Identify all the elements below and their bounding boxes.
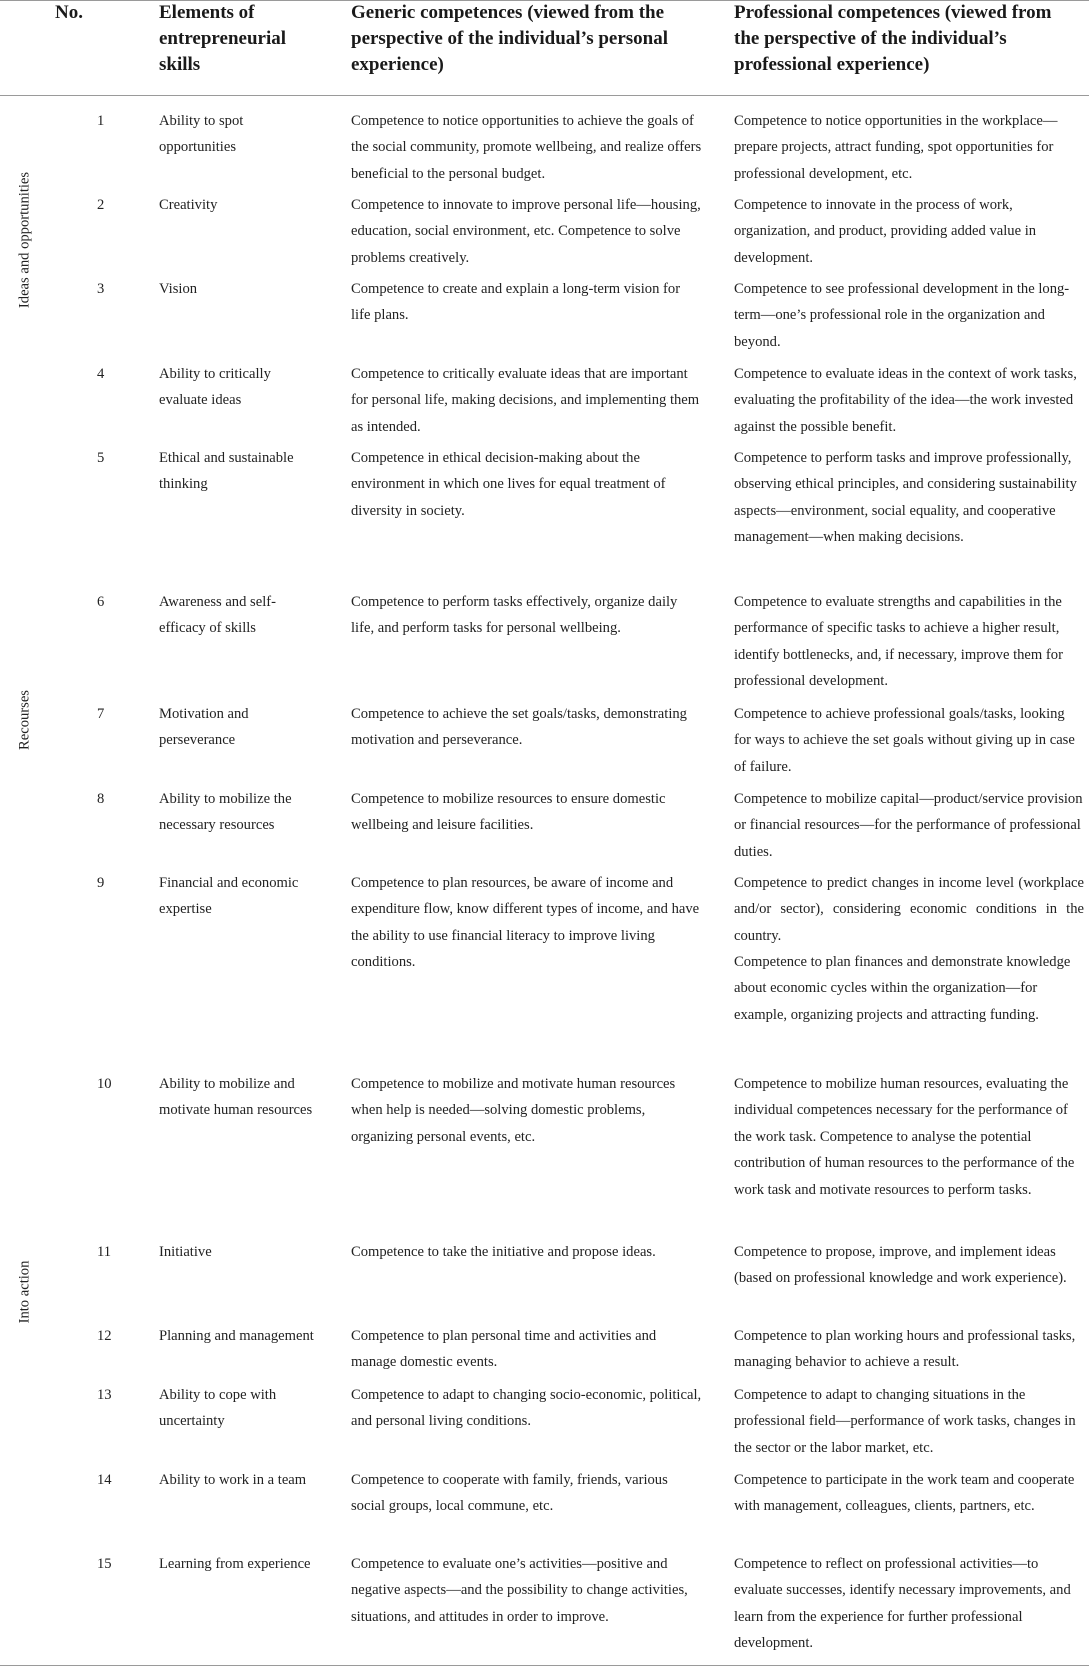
row-number: 12	[97, 1328, 112, 1344]
row-number: 15	[97, 1556, 112, 1572]
row-number: 10	[97, 1076, 112, 1092]
row-professional: Competence to predict changes in income level (workplace and/or sector), considering economic conditions in the country.	[734, 875, 1084, 944]
row-generic: Competence to mobilize resources to ensure domestic wellbeing and leisure facilities.	[351, 791, 666, 834]
row-professional: Competence to reflect on professional activities—to evaluate successes, identify necessary improvements, and learn from the experience for further professional development.	[734, 1556, 1071, 1652]
row-professional: Competence to participate in the work team and cooperate with management, colleagues, clients, partners, etc.	[734, 1472, 1075, 1515]
row-generic: Competence to evaluate one’s activities—positive and negative aspects—and the possibility to change activities, situations, and attitudes in order to improve.	[351, 1556, 688, 1625]
row-element: Learning from experience	[159, 1556, 311, 1572]
row-generic: Competence to cooperate with family, friends, various social groups, local commune, etc.	[351, 1472, 668, 1515]
header-rule	[0, 95, 1089, 96]
group-label-action: Into action	[16, 1260, 33, 1324]
row-generic: Competence to plan personal time and activities and manage domestic events.	[351, 1328, 657, 1371]
row-element: Ability to spot opportunities	[159, 113, 244, 156]
group-label-ideas: Ideas and opportunities	[16, 171, 33, 309]
row-number: 7	[97, 706, 105, 722]
row-generic: Competence to plan resources, be aware of income and expenditure flow, know different types of income, and have the ability to use financial literacy to improve living conditions.	[351, 875, 700, 971]
row-element: Ability to mobilize the necessary resources	[159, 791, 292, 834]
row-element: Financial and economic expertise	[159, 875, 299, 918]
row-professional: Competence to achieve professional goals/tasks, looking for ways to achieve the set goals without giving up in case of failure.	[734, 706, 1075, 775]
row-professional-continued: Competence to plan finances and demonstrate knowledge about economic cycles within the organization—for example, organizing projects and attracting funding.	[734, 954, 1071, 1023]
row-professional: Competence to evaluate ideas in the context of work tasks, evaluating the profitability of the idea—the work invested against the possible benefit.	[734, 366, 1077, 435]
row-generic: Competence to create and explain a long-term vision for life plans.	[351, 281, 681, 324]
row-element: Ethical and sustainable thinking	[159, 450, 294, 493]
header-professional: Professional competences (viewed from the perspective of the individual’s professional experience)	[734, 2, 1052, 75]
row-element: Ability to mobilize and motivate human resources	[159, 1076, 313, 1119]
row-professional: Competence to notice opportunities in the workplace—prepare projects, attract funding, spot opportunities for professional development, etc.	[734, 113, 1058, 182]
row-generic: Competence to adapt to changing socio-economic, political, and personal living conditions.	[351, 1387, 702, 1430]
row-element: Motivation and perseverance	[159, 706, 249, 749]
group-label-resources: Recourses	[16, 690, 33, 750]
row-professional: Competence to innovate in the process of work, organization, and product, providing added value in development.	[734, 197, 1037, 266]
row-professional: Competence to propose, improve, and implement ideas (based on professional knowledge and work experience).	[734, 1244, 1067, 1287]
row-element: Awareness and self-efficacy of skills	[159, 594, 276, 637]
row-generic: Competence to critically evaluate ideas that are important for personal life, making decisions, and implementing them as intended.	[351, 366, 700, 435]
row-professional: Competence to evaluate strengths and capabilities in the performance of specific tasks to achieve a higher result, identify bottlenecks, and, if necessary, improve them for professional development.	[734, 594, 1063, 690]
row-generic: Competence to achieve the set goals/tasks, demonstrating motivation and perseverance.	[351, 706, 687, 749]
row-generic: Competence to take the initiative and propose ideas.	[351, 1244, 656, 1260]
row-professional: Competence to adapt to changing situations in the professional field—performance of work tasks, changes in the sector or the labor market, etc.	[734, 1387, 1076, 1456]
row-professional: Competence to see professional development in the long-term—one’s professional role in the organization and beyond.	[734, 281, 1070, 350]
header-no: No.	[55, 2, 83, 23]
row-number: 14	[97, 1472, 112, 1488]
row-element: Ability to critically evaluate ideas	[159, 366, 271, 409]
row-element: Vision	[159, 281, 198, 297]
bottom-rule	[0, 1665, 1089, 1666]
row-number: 6	[97, 594, 105, 610]
row-number: 13	[97, 1387, 112, 1403]
header-generic: Generic competences (viewed from the perspective of the individual’s personal experience)	[351, 2, 669, 75]
row-professional: Competence to mobilize capital—product/service provision or financial resources—for the performance of professional duties.	[734, 791, 1083, 860]
row-generic: Competence in ethical decision-making about the environment in which one lives for equal treatment of diversity in society.	[351, 450, 666, 519]
row-element: Initiative	[159, 1244, 212, 1260]
row-element: Ability to cope with uncertainty	[159, 1387, 277, 1430]
row-generic: Competence to mobilize and motivate human resources when help is needed—solving domestic problems, organizing personal events, etc.	[351, 1076, 676, 1145]
row-professional: Competence to perform tasks and improve professionally, observing ethical principles, and considering sustainability aspects—environment, social equality, and cooperative management—when making decisions.	[734, 450, 1077, 546]
row-generic: Competence to perform tasks effectively, organize daily life, and perform tasks for personal wellbeing.	[351, 594, 678, 637]
row-number: 5	[97, 450, 105, 466]
row-generic: Competence to innovate to improve personal life—housing, education, social environment, etc. Competence to solve problems creatively.	[351, 197, 701, 266]
row-professional: Competence to mobilize human resources, evaluating the individual competences necessary for the performance of the work task. Competence to analyse the potential contribution of human resources to the performance of the work task and motivate resources to perform tasks.	[734, 1076, 1075, 1198]
header-element: Elements of entrepreneurial skills	[159, 2, 286, 75]
row-element: Ability to work in a team	[159, 1472, 307, 1488]
row-element: Creativity	[159, 197, 218, 213]
row-number: 2	[97, 197, 105, 213]
row-number: 8	[97, 791, 105, 807]
row-number: 3	[97, 281, 105, 297]
row-generic: Competence to notice opportunities to achieve the goals of the social community, promote wellbeing, and realize offers beneficial to the personal budget.	[351, 113, 702, 182]
row-number: 4	[97, 366, 105, 382]
row-number: 9	[97, 875, 105, 891]
row-number: 11	[97, 1244, 112, 1260]
row-professional: Competence to plan working hours and professional tasks, managing behavior to achieve a result.	[734, 1328, 1076, 1371]
row-number: 1	[97, 113, 105, 129]
row-element: Planning and management	[159, 1328, 314, 1344]
